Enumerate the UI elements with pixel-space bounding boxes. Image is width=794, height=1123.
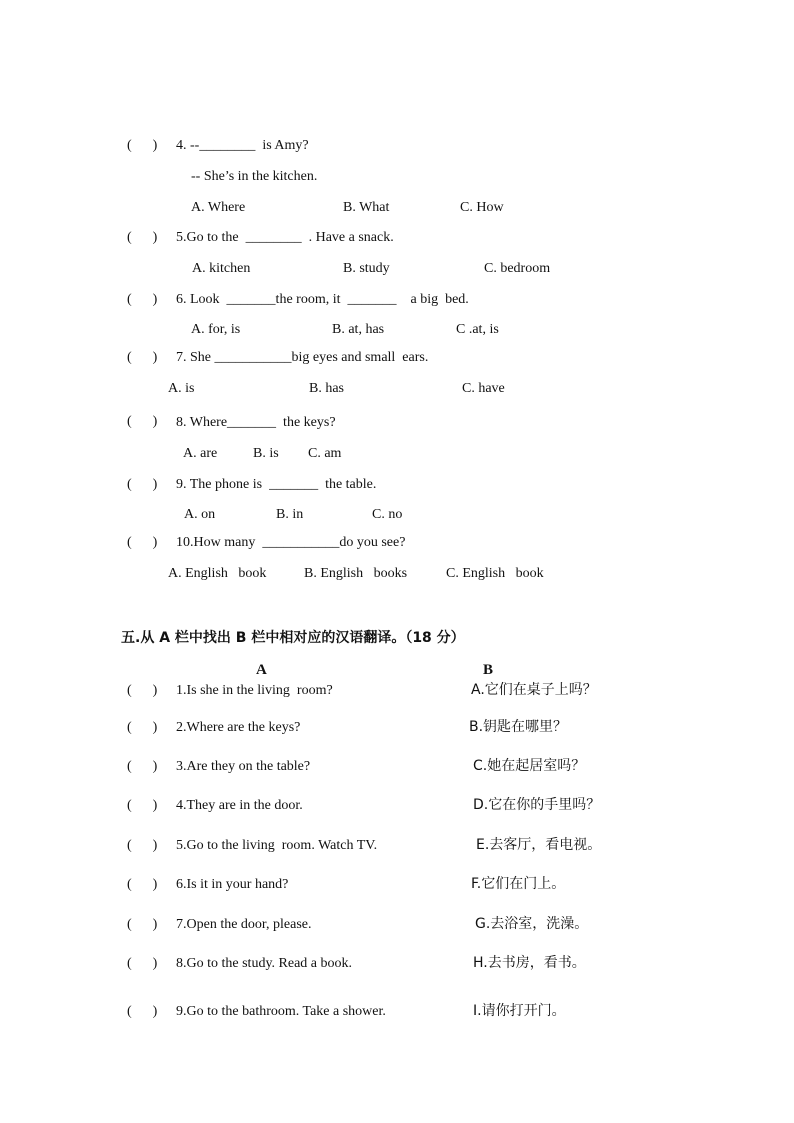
question-6-stem: 6. Look _______the room, it _______ a big bed. (176, 292, 469, 307)
question-5-option-a: A. kitchen (192, 261, 251, 276)
question-7-stem: 7. She ___________big eyes and small ears. (176, 350, 429, 365)
match-item-a-5: 5.Go to the living room. Watch TV. (176, 838, 378, 853)
column-a-header: A (256, 662, 267, 678)
question-9-option-c: C. no (372, 507, 403, 522)
question-8-option-b: B. is (253, 446, 279, 461)
question-6-option-b: B. at, has (332, 322, 385, 337)
answer-blank[interactable]: ( ) (127, 535, 158, 550)
answer-blank[interactable]: ( ) (127, 917, 158, 932)
question-7-option-c: C. have (462, 381, 505, 396)
answer-blank[interactable]: ( ) (127, 877, 158, 892)
match-item-a-8: 8.Go to the study. Read a book. (176, 956, 353, 971)
question-10-option-b: B. English books (304, 566, 408, 581)
answer-blank[interactable]: ( ) (127, 720, 158, 735)
question-9-option-a: A. on (184, 507, 216, 522)
match-item-b-2: B.钥匙在哪里？ (469, 719, 568, 735)
question-10-stem: 10.How many ___________do you see? (176, 535, 406, 550)
answer-blank[interactable]: ( ) (127, 292, 158, 307)
question-8-stem: 8. Where_______ the keys? (176, 415, 336, 430)
answer-blank[interactable]: ( ) (127, 956, 158, 971)
match-item-b-5: E.去客厅，看电视。 (476, 837, 602, 853)
question-9-option-b: B. in (276, 507, 304, 522)
answer-blank[interactable]: ( ) (127, 798, 158, 813)
match-item-b-3: C.她在起居室吗？ (473, 758, 586, 774)
question-4-option-b: B. What (343, 200, 390, 215)
answer-blank[interactable]: ( ) (127, 414, 158, 429)
question-8-option-a: A. are (183, 446, 218, 461)
question-5-option-b: B. study (343, 261, 390, 276)
match-item-a-4: 4.They are in the door. (176, 798, 303, 813)
match-item-a-1: 1.Is she in the living room? (176, 683, 333, 698)
answer-blank[interactable]: ( ) (127, 683, 158, 698)
question-10-option-c: C. English book (446, 566, 544, 581)
question-7-option-a: A. is (168, 381, 195, 396)
question-4-option-a: A. Where (191, 200, 246, 215)
question-4-stem: 4. --________ is Amy? (176, 138, 309, 153)
question-6-option-c: C .at, is (456, 322, 499, 337)
match-item-a-7: 7.Open the door, please. (176, 917, 312, 932)
answer-blank[interactable]: ( ) (127, 838, 158, 853)
answer-blank[interactable]: ( ) (127, 477, 158, 492)
question-5-option-c: C. bedroom (484, 261, 551, 276)
match-item-a-9: 9.Go to the bathroom. Take a shower. (176, 1004, 386, 1019)
match-item-b-8: H.去书房，看书。 (473, 955, 586, 971)
section-heading: 五.从 A 栏中找出 B 栏中相对应的汉语翻译。（18 分） (121, 630, 465, 646)
column-b-header: B (483, 662, 494, 678)
question-4-reply: -- She’s in the kitchen. (191, 169, 318, 184)
match-item-b-9: I.请你打开门。 (473, 1003, 566, 1019)
match-item-a-3: 3.Are they on the table? (176, 759, 311, 774)
answer-blank[interactable]: ( ) (127, 759, 158, 774)
match-item-b-1: A.它们在桌子上吗？ (471, 682, 597, 698)
match-item-b-6: F.它们在门上。 (471, 876, 566, 892)
answer-blank[interactable]: ( ) (127, 1004, 158, 1019)
question-5-stem: 5.Go to the ________ . Have a snack. (176, 230, 394, 245)
match-item-a-6: 6.Is it in your hand? (176, 877, 289, 892)
question-6-option-a: A. for, is (191, 322, 241, 337)
question-4-option-c: C. How (460, 200, 504, 215)
answer-blank[interactable]: ( ) (127, 230, 158, 245)
match-item-b-4: D.它在你的手里吗？ (473, 797, 601, 813)
question-7-option-b: B. has (309, 381, 344, 396)
match-item-b-7: G.去浴室，洗澡。 (475, 916, 589, 932)
answer-blank[interactable]: ( ) (127, 138, 158, 153)
match-item-a-2: 2.Where are the keys? (176, 720, 301, 735)
question-8-option-c: C. am (308, 446, 342, 461)
question-9-stem: 9. The phone is _______ the table. (176, 477, 377, 492)
question-10-option-a: A. English book (168, 566, 267, 581)
answer-blank[interactable]: ( ) (127, 350, 158, 365)
